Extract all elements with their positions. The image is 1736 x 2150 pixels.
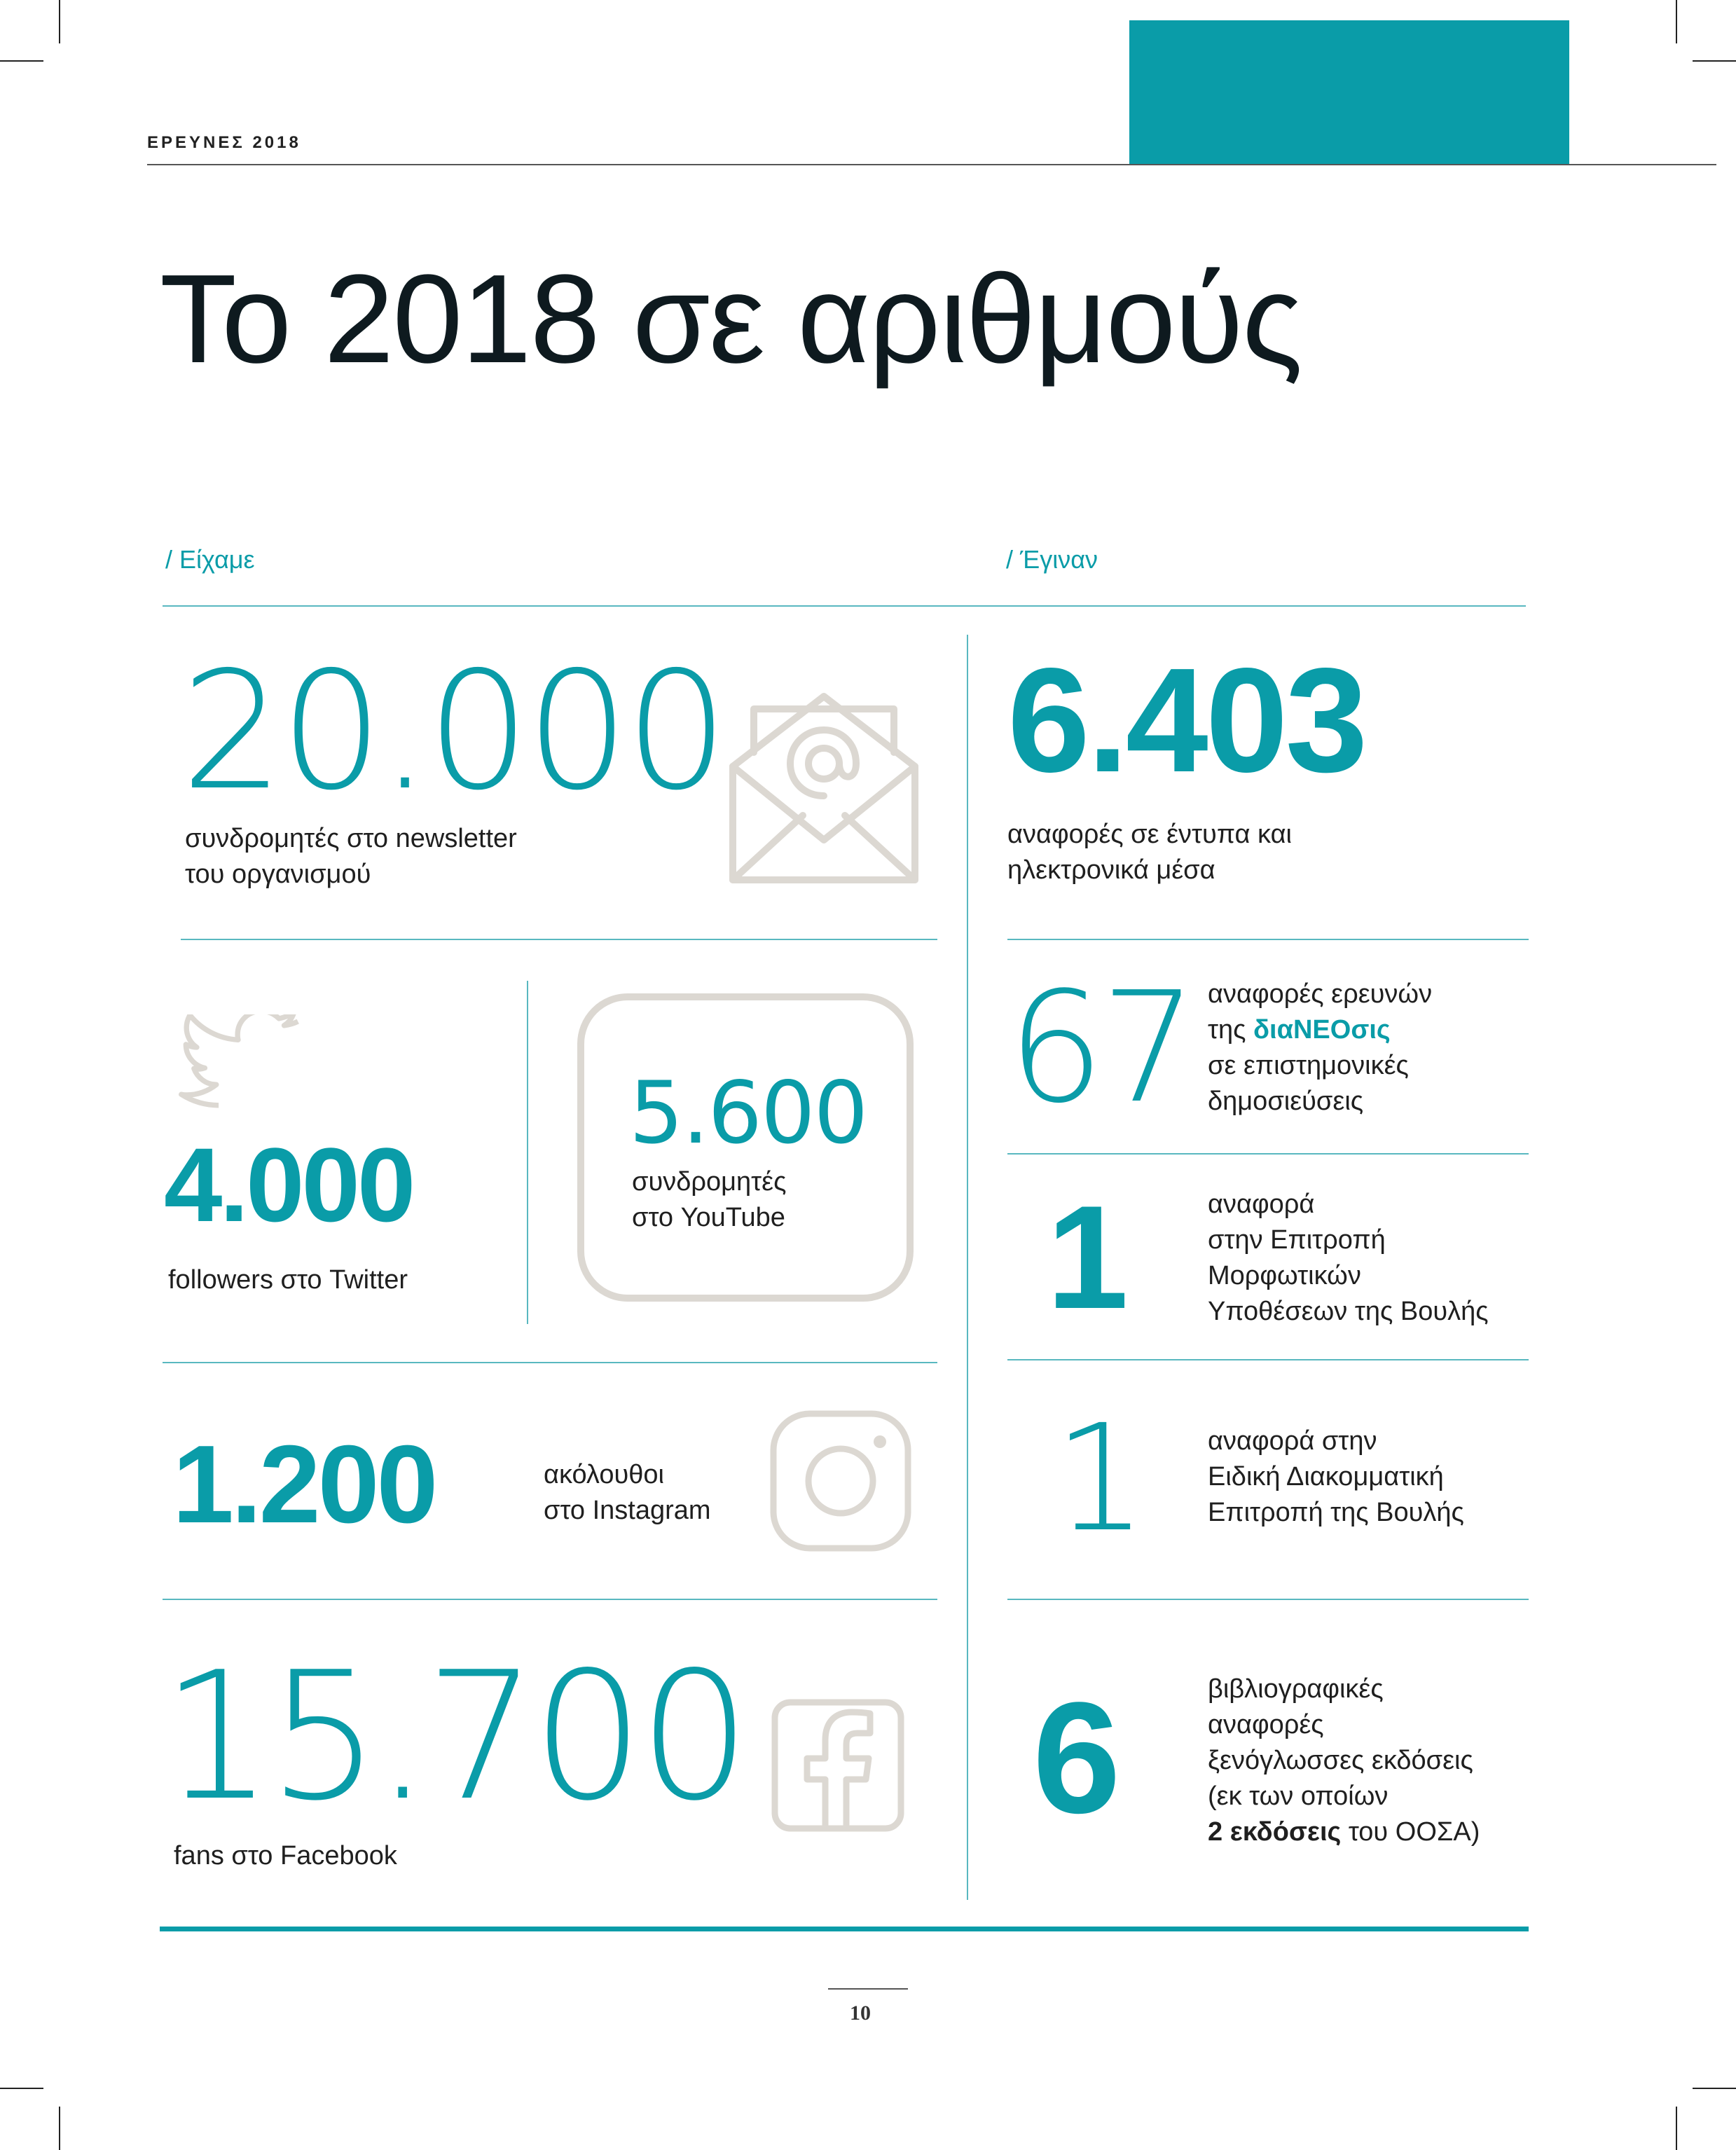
research-mentions-count: 67 (1007, 960, 1194, 1137)
research-mentions-description: αναφορές ερευνών της διαΝΕΟσις σε επιστημονικές δημοσιεύσεις (1208, 979, 1433, 1116)
instagram-description: ακόλουθοι στο Instagram (544, 1460, 711, 1525)
crop-mark (1693, 60, 1736, 62)
row-rule (1007, 1153, 1529, 1155)
row-rule (1007, 1599, 1529, 1600)
crop-mark (1693, 2088, 1736, 2089)
media-mentions-description: αναφορές σε έντυπα και ηλεκτρονικά μέσα (1007, 820, 1292, 885)
section-bottom-rule (160, 1927, 1529, 1931)
special-committee-mentions-description: αναφορά στην Ειδική Διακομματική Επιτροπή της Βουλής (1208, 1426, 1464, 1527)
section-label-happened: / Έγιναν (1006, 545, 1098, 574)
bibliography-mentions-count: 6 (1033, 1669, 1118, 1846)
row-rule (1007, 1359, 1529, 1360)
row-rule (163, 1599, 937, 1600)
youtube-description: συνδρομητές στο YouTube (632, 1167, 787, 1232)
header-rule (147, 164, 1716, 165)
row-rule (1007, 939, 1529, 940)
committee-mentions-count: 1 (1047, 1175, 1126, 1339)
center-divider (967, 635, 968, 1900)
bibliography-mentions-description: βιβλιογραφικές αναφορές ξενόγλωσσες εκδόσεις (εκ των οποίων 2 εκδόσεις του ΟΟΣΑ) (1208, 1674, 1480, 1847)
committee-mentions-description: αναφορά στην Επιτροπή Μορφωτικών Υποθέσεων της Βουλής (1208, 1190, 1489, 1326)
brand-name: διαΝΕΟσις (1253, 1015, 1391, 1045)
instagram-icon (769, 1410, 912, 1552)
crop-mark (59, 0, 60, 43)
envelope-at-icon (726, 689, 922, 887)
header-accent-block (1129, 20, 1569, 165)
youtube-count: 5.600 (629, 1063, 867, 1163)
row-rule (163, 1362, 937, 1363)
special-committee-mentions-count: 1 (1054, 1393, 1145, 1564)
media-mentions-count: 6.403 (1007, 637, 1365, 803)
row-rule (181, 939, 937, 940)
crop-mark (0, 60, 43, 62)
crop-mark (1676, 0, 1677, 43)
running-header: ΕΡΕΥΝΕΣ 2018 (147, 133, 301, 152)
facebook-description: fans στο Facebook (174, 1841, 397, 1870)
instagram-count: 1.200 (172, 1423, 436, 1546)
section-label-had: / Είχαμε (165, 545, 255, 574)
footer-rule (828, 1988, 908, 1990)
crop-mark (1676, 2107, 1677, 2150)
crop-mark (59, 2107, 60, 2150)
crop-mark (0, 2088, 43, 2089)
twitter-count: 4.000 (164, 1126, 413, 1243)
twitter-bird-icon (178, 1014, 311, 1126)
newsletter-count: 20.000 (181, 637, 724, 826)
page-number: 10 (850, 2001, 871, 2025)
twitter-description: followers στο Twitter (168, 1265, 408, 1295)
facebook-icon (771, 1698, 905, 1833)
facebook-count: 15.700 (161, 1634, 745, 1840)
page-title: Το 2018 σε αριθμούς (160, 249, 1302, 390)
section-top-rule (163, 605, 1526, 607)
twitter-youtube-divider (527, 981, 528, 1324)
newsletter-description: συνδρομητές στο newsletter του οργανισμού (185, 824, 517, 889)
